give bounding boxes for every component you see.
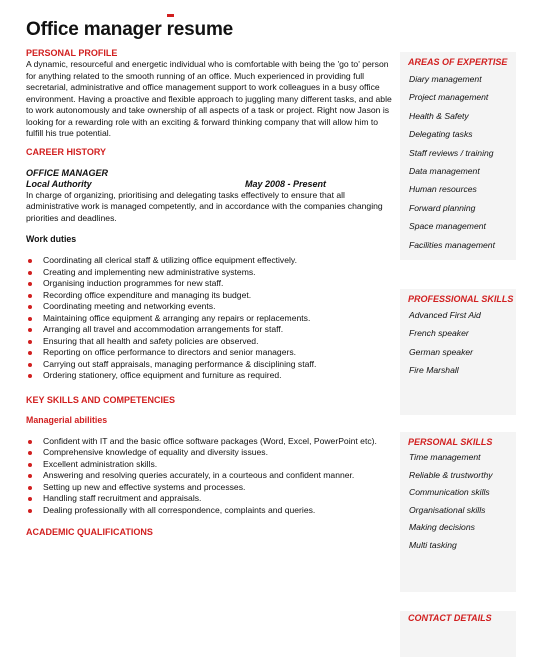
list-item: Comprehensive knowledge of equality and diversity issues. bbox=[43, 447, 392, 459]
contact-details-box bbox=[400, 611, 516, 657]
list-item: Handling staff recruitment and appraisals. bbox=[43, 493, 392, 505]
list-item: Dealing professionally with all correspondence, complaints and queries. bbox=[43, 505, 392, 517]
areas-of-expertise-box bbox=[400, 52, 516, 260]
job-dates: May 2008 - Present bbox=[244, 178, 326, 189]
list-item: Coordinating all clerical staff & utilizing office equipment effectively. bbox=[43, 255, 392, 267]
managerial-abilities-list bbox=[26, 436, 392, 517]
list-item: Health & Safety bbox=[409, 110, 469, 121]
list-item: French speaker bbox=[409, 328, 469, 339]
list-item: Setting up new and effective systems and processes. bbox=[43, 482, 392, 494]
personal-skills-box bbox=[400, 432, 516, 592]
list-item: Coordinating meeting and networking events. bbox=[43, 301, 392, 313]
professional-skills-list bbox=[400, 306, 516, 380]
list-item: Forward planning bbox=[409, 202, 476, 213]
list-item: Multi tasking bbox=[409, 539, 457, 550]
list-item: Arranging all travel and accommodation arrangements for staff. bbox=[43, 324, 392, 336]
list-item: Reporting on office performance to directors and senior managers. bbox=[43, 347, 392, 359]
work-duties-list bbox=[26, 255, 392, 382]
areas-of-expertise-list bbox=[400, 70, 516, 254]
list-item: Staff reviews / training bbox=[409, 147, 494, 158]
areas-of-expertise-heading: AREAS OF EXPERTISE bbox=[408, 57, 508, 67]
list-item: Advanced First Aid bbox=[409, 310, 481, 320]
job-title: OFFICE MANAGER bbox=[26, 167, 108, 178]
job-employer-line bbox=[26, 179, 326, 189]
resume-title: Office manager resume bbox=[26, 19, 233, 40]
list-item: German speaker bbox=[409, 346, 474, 357]
key-skills-heading: KEY SKILLS AND COMPETENCIES bbox=[26, 394, 176, 405]
list-item: Creating and implementing new administrative systems. bbox=[43, 267, 392, 279]
list-item: Diary management bbox=[409, 74, 482, 84]
professional-skills-heading: PROFESSIONAL SKILLS bbox=[408, 294, 514, 304]
list-item: Organisational skills bbox=[409, 504, 486, 515]
job-description: In charge of organizing, prioritising and delegating tasks effectively to ensure that all administrative work is managed competently, and in accordance with the companies changing priorities and deadlines. bbox=[26, 189, 383, 223]
list-item: Excellent administration skills. bbox=[43, 459, 392, 471]
list-item: Project management bbox=[409, 92, 489, 103]
list-item: Confident with IT and the basic office software packages (Word, Excel, PowerPoint etc). bbox=[43, 436, 392, 448]
list-item: Reliable & trustworthy bbox=[409, 469, 493, 480]
academic-qualifications-heading: ACADEMIC QUALIFICATIONS bbox=[26, 527, 153, 537]
list-item: Making decisions bbox=[409, 522, 475, 532]
list-item: Ordering stationery, office equipment and furniture as required. bbox=[43, 370, 392, 382]
list-item: Time management bbox=[409, 452, 481, 462]
managerial-abilities-heading: Managerial abilities bbox=[26, 414, 108, 425]
list-item: Recording office expenditure and managing its budget. bbox=[43, 290, 392, 302]
contact-details-heading: CONTACT DETAILS bbox=[408, 613, 492, 623]
list-item: Organising induction programmes for new staff. bbox=[43, 278, 392, 290]
personal-skills-list bbox=[400, 449, 516, 554]
employer: Local Authority bbox=[26, 178, 92, 189]
professional-skills-box bbox=[400, 289, 516, 415]
career-history-heading: CAREER HISTORY bbox=[26, 146, 107, 157]
list-item: Carrying out staff appraisals, managing performance & disciplining staff. bbox=[43, 359, 392, 371]
list-item: Facilities management bbox=[409, 239, 495, 250]
list-item: Human resources bbox=[409, 184, 477, 195]
personal-skills-heading: PERSONAL SKILLS bbox=[408, 437, 493, 447]
list-item: Delegating tasks bbox=[409, 129, 473, 140]
main-column bbox=[26, 47, 392, 537]
work-duties-heading: Work duties bbox=[26, 234, 77, 244]
list-item: Data management bbox=[409, 166, 480, 177]
list-item: Fire Marshall bbox=[409, 365, 459, 376]
list-item: Communication skills bbox=[409, 487, 490, 497]
accent-mark bbox=[167, 14, 174, 17]
personal-profile-heading: PERSONAL PROFILE bbox=[26, 48, 118, 58]
list-item: Maintaining office equipment & arranging any repairs or replacements. bbox=[43, 313, 392, 325]
list-item: Ensuring that all health and safety policies are observed. bbox=[43, 336, 392, 348]
list-item: Answering and resolving queries accurately, in a courteous and confident manner. bbox=[43, 470, 392, 482]
list-item: Space management bbox=[409, 221, 486, 232]
personal-profile-text: A dynamic, resourceful and energetic individual who is comfortable with being the 'go to' person for anything related to the smooth running of an office. Much experienced in providing full secretarial, administrative and office management support to work colleagues in a busy office environment. Having a proactive and flexible approach to juggling many different tasks, and able to work autonomously and take ownership of all aspects of a task or project. Right now Jason is looking for a rewarding role with an exciting & forward thinking company that will allow him to fulfill his true potential. bbox=[26, 59, 392, 138]
